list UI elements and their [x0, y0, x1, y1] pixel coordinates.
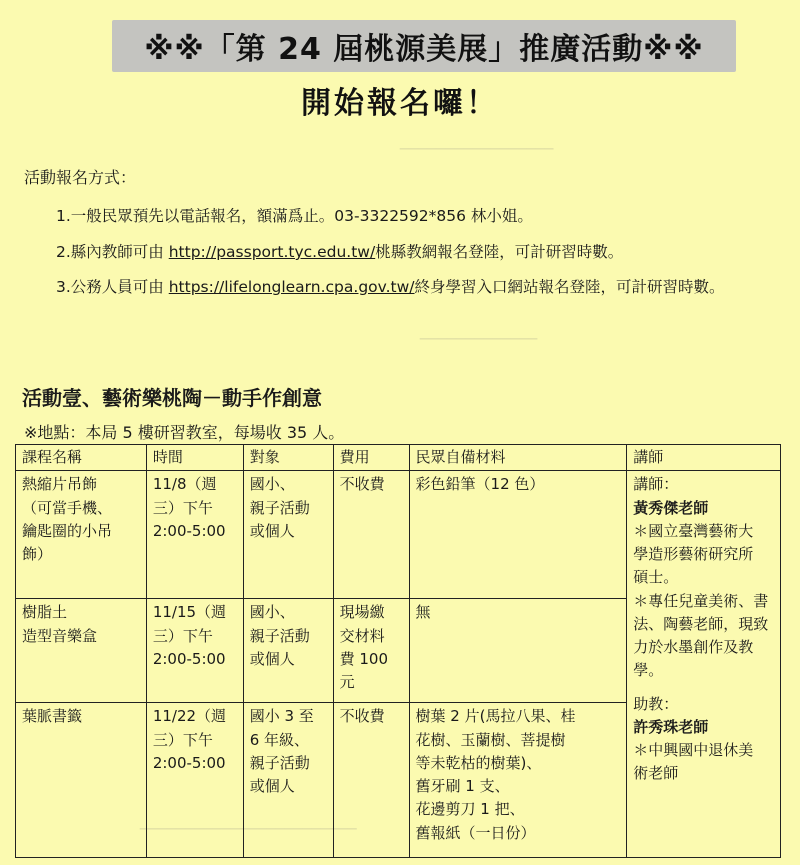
- lifelong-learning-link[interactable]: https://lifelonglearn.cpa.gov.tw/: [168, 278, 415, 296]
- cell-materials: 無: [409, 599, 627, 703]
- instructor-bio-education: ＊國立臺灣藝術大 學造形藝術研究所 碩士。: [633, 521, 754, 587]
- header-audience: 對象: [243, 445, 333, 471]
- teacher-portal-link[interactable]: http://passport.tyc.edu.tw/: [168, 243, 376, 261]
- page-title: ※※「第 24 屆桃源美展」推廣活動※※: [112, 20, 736, 72]
- cell-time: 11/8（週 三）下午 2:00-5:00: [146, 471, 243, 599]
- cell-course-name: 樹脂土 造型音樂盒: [16, 599, 147, 703]
- cell-materials: 樹葉 2 片(馬拉八果、桂 花樹、玉蘭樹、菩提樹 等未乾枯的樹葉)、 舊牙刷 1 支、 花邊剪刀 1 把、 舊報紙（一日份）: [409, 703, 627, 858]
- activity-title: 活動壹、藝術樂桃陶－動手作創意: [22, 386, 322, 410]
- cell-time: 11/15（週 三）下午 2:00-5:00: [146, 599, 243, 703]
- instructor-name: 黃秀傑老師: [633, 498, 709, 517]
- cell-fee: 現場繳 交材料 費 100 元: [333, 599, 409, 703]
- course-table: [15, 444, 781, 858]
- cell-time: 11/22（週 三）下午 2:00-5:00: [146, 703, 243, 858]
- instructor-label: 講師：: [633, 475, 679, 494]
- cell-audience: 國小 3 至 6 年級、 親子活動 或個人: [243, 703, 333, 858]
- registration-item-civil-servant: [56, 275, 725, 297]
- registration-item-phone-text: 1.一般民眾預先以電話報名，額滿爲止。03-3322592*856 林小姐。: [56, 207, 533, 225]
- assistant-label: 助教：: [633, 694, 679, 713]
- assistant-bio: ＊中興國中退休美 術老師: [633, 741, 754, 783]
- registration-item-phone: [56, 204, 533, 226]
- registration-heading: 活動報名方式：: [24, 168, 137, 187]
- header-course-name: 課程名稱: [16, 445, 147, 471]
- cell-instructor: [627, 471, 781, 858]
- cell-audience: 國小、 親子活動 或個人: [243, 471, 333, 599]
- registration-item-teacher-prefix: 2.縣內教師可由: [56, 243, 169, 261]
- page-subtitle: 開始報名囉！: [301, 86, 499, 121]
- header-time: 時間: [146, 445, 243, 471]
- cell-fee: 不收費: [333, 471, 409, 599]
- activity-location: ※地點：本局 5 樓研習教室，每場收 35 人。: [24, 423, 345, 442]
- cell-audience: 國小、 親子活動 或個人: [243, 599, 333, 703]
- cell-course-name: 熱縮片吊飾 （可當手機、 鑰匙圈的小吊 飾）: [16, 471, 147, 599]
- header-materials: 民眾自備材料: [409, 445, 627, 471]
- registration-item-teacher: [56, 240, 623, 262]
- table-row: [16, 471, 781, 599]
- table-header-row: [16, 445, 781, 471]
- header-instructor: 講師: [627, 445, 781, 471]
- cell-fee: 不收費: [333, 703, 409, 858]
- assistant-name: 許秀珠老師: [633, 717, 709, 736]
- cell-materials: 彩色鉛筆（12 色）: [409, 471, 627, 599]
- bleed-through-texture-2: ─────────────: [420, 330, 538, 348]
- header-fee: 費用: [333, 445, 409, 471]
- registration-item-civil-prefix: 3.公務人員可由: [56, 278, 169, 296]
- registration-item-civil-suffix: 終身學習入口網站報名登陸，可計研習時數。: [414, 278, 725, 296]
- bleed-through-texture-3: ────────────────────────: [140, 820, 357, 838]
- registration-item-teacher-suffix: 桃縣教網報名登陸，可計研習時數。: [375, 243, 624, 261]
- bleed-through-texture: ─────────────────: [400, 140, 554, 158]
- instructor-bio-specialty: ＊專任兒童美術、書 法、陶藝老師，現致 力於水墨創作及教 學。: [633, 591, 769, 680]
- cell-course-name: 葉脈書籤: [16, 703, 147, 858]
